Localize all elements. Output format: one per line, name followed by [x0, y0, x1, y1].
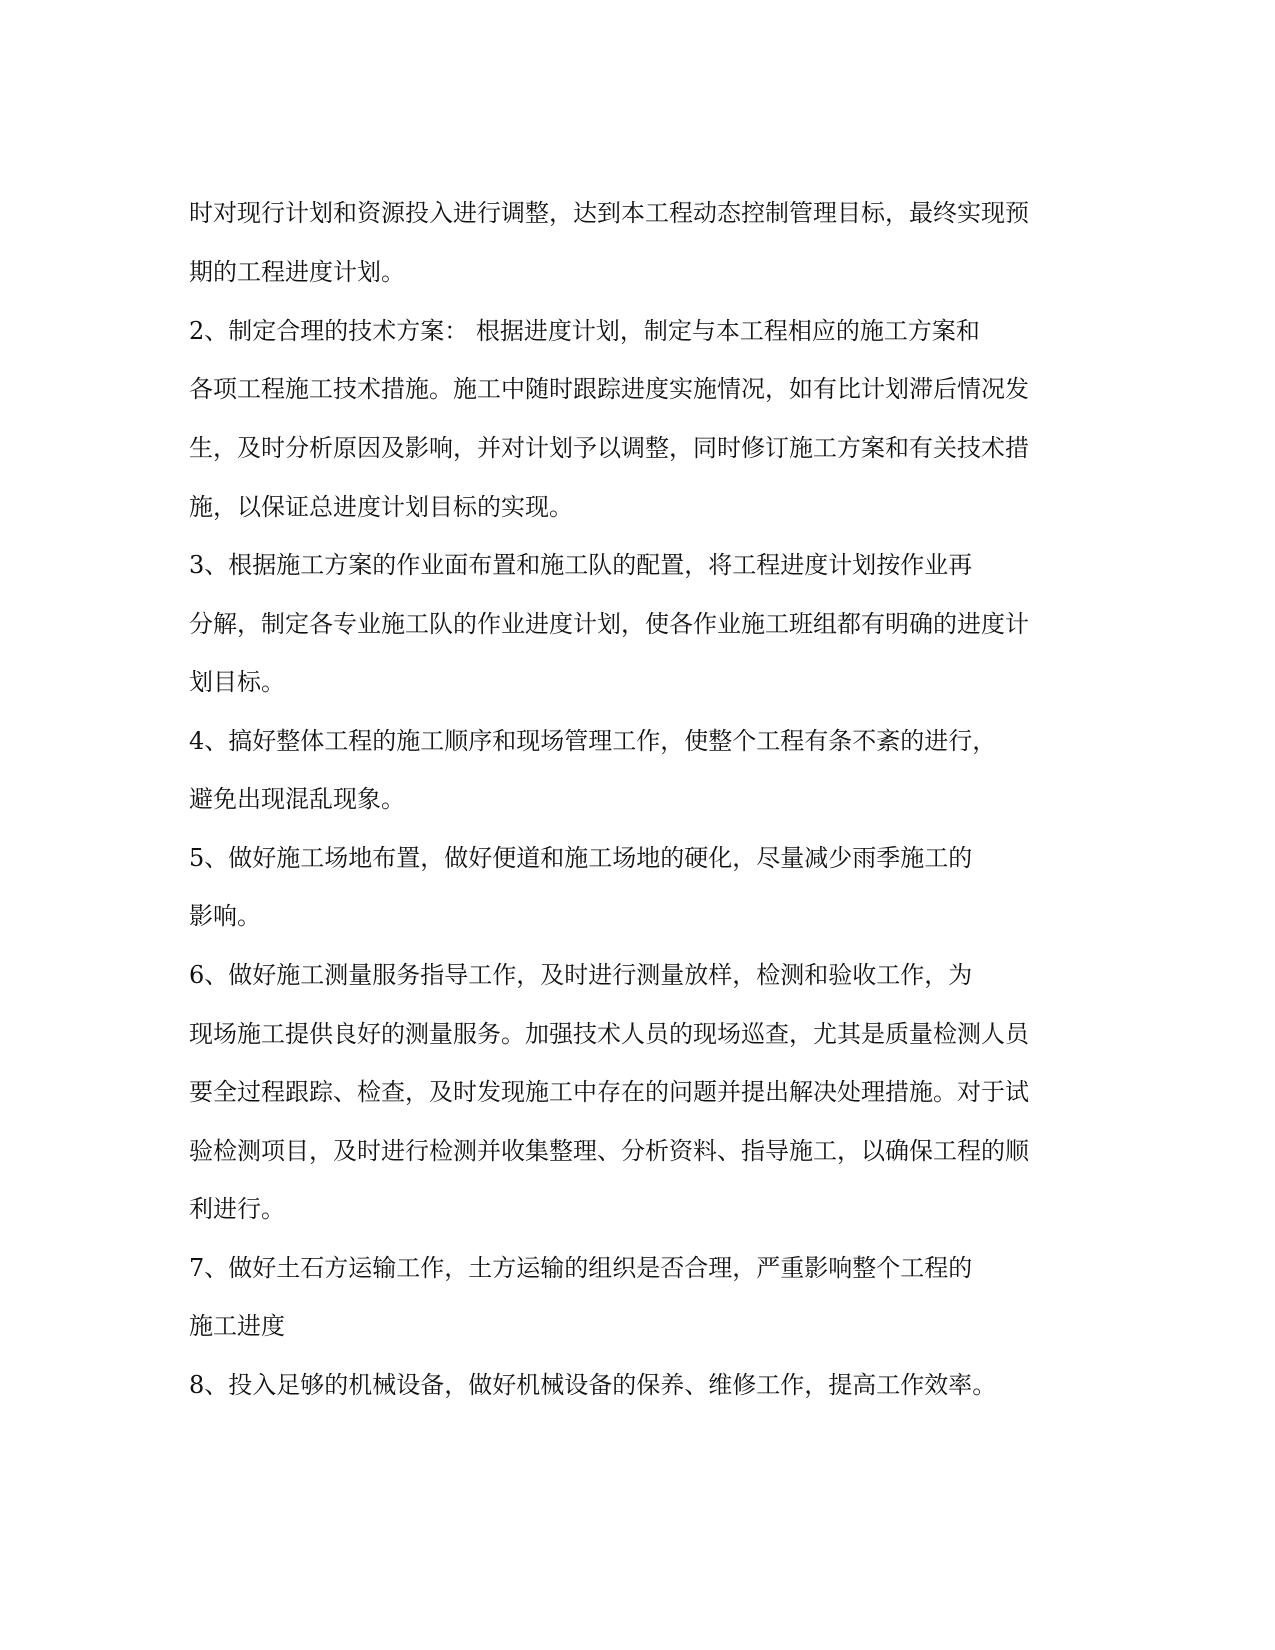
text-line-5: 生，及时分析原因及影响，并对计划予以调整，同时修订施工方案和有关技术措 — [189, 434, 1029, 462]
text-line-4: 各项工程施工技术措施。施工中随时跟踪进度实施情况，如有比计划滞后情况发 — [189, 375, 1029, 403]
text-line-18: 利进行。 — [189, 1195, 285, 1223]
text-line-8: 分解，制定各专业施工队的作业进度计划，使各作业施工班组都有明确的进度计 — [189, 610, 1029, 638]
text-line-2: 期的工程进度计划。 — [189, 258, 405, 286]
text-line-3: 2、制定合理的技术方案： 根据进度计划，制定与本工程相应的施工方案和 — [189, 317, 980, 345]
text-line-19: 7、做好土石方运输工作，土方运输的组织是否合理，严重影响整个工程的 — [189, 1254, 973, 1282]
text-line-21: 8、投入足够的机械设备，做好机械设备的保养、维修工作，提高工作效率。 — [189, 1371, 997, 1399]
text-line-15: 现场施工提供良好的测量服务。加强技术人员的现场巡查，尤其是质量检测人员 — [189, 1020, 1029, 1048]
text-line-10: 4、搞好整体工程的施工顺序和现场管理工作，使整个工程有条不紊的进行， — [189, 727, 997, 755]
text-line-20: 施工进度 — [189, 1312, 285, 1340]
text-line-11: 避免出现混乱现象。 — [189, 785, 405, 813]
text-line-17: 验检测项目，及时进行检测并收集整理、分析资料、指导施工，以确保工程的顺 — [189, 1137, 1029, 1165]
text-line-13: 影响。 — [189, 902, 261, 930]
text-line-12: 5、做好施工场地布置，做好便道和施工场地的硬化，尽量减少雨季施工的 — [189, 844, 973, 872]
text-line-7: 3、根据施工方案的作业面布置和施工队的配置，将工程进度计划按作业再 — [189, 551, 973, 579]
text-line-14: 6、做好施工测量服务指导工作，及时进行测量放样，检测和验收工作，为 — [189, 961, 973, 989]
text-line-1: 时对现行计划和资源投入进行调整，达到本工程动态控制管理目标，最终实现预 — [189, 199, 1029, 227]
text-line-16: 要全过程跟踪、检查，及时发现施工中存在的问题并提出解决处理措施。对于试 — [189, 1078, 1029, 1106]
text-line-6: 施，以保证总进度计划目标的实现。 — [189, 493, 573, 521]
text-line-9: 划目标。 — [189, 668, 285, 696]
